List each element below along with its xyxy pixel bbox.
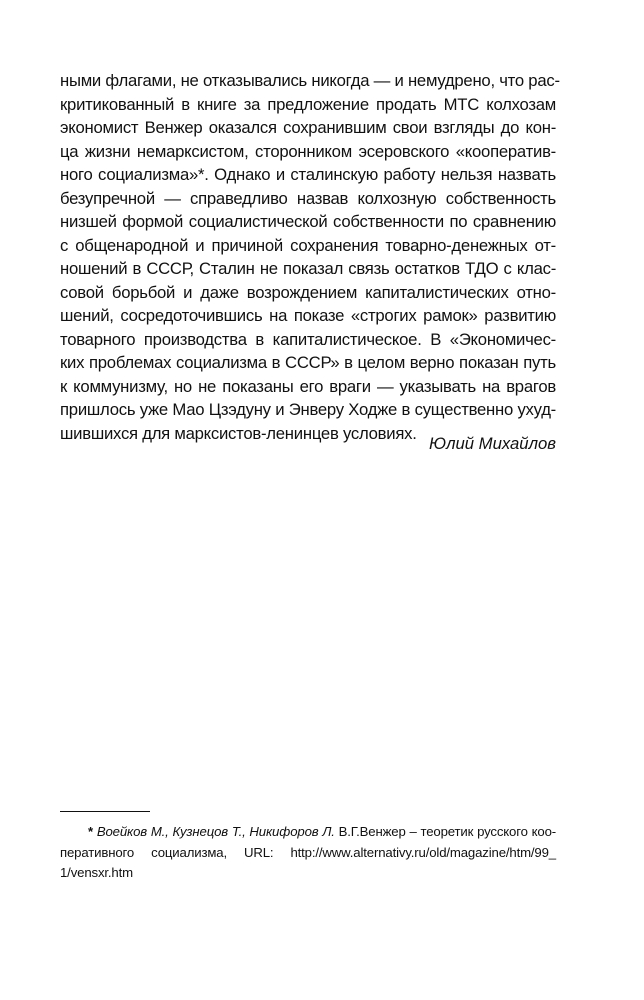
footnote-marker: * (88, 824, 93, 839)
paragraph-line: пришлось уже Мао Цзэдуну и Энверу Ходже в существенно ухуд- (60, 400, 556, 419)
footnote-url-tail[interactable]: 1/vensxr.htm (60, 865, 133, 880)
main-paragraph (60, 69, 560, 445)
footnote-authors: Воейков М., Кузнецов Т., Никифоров Л. (96, 824, 335, 839)
paragraph-line: ными флагами, не отказывались никогда — и немудрено, что рас- (60, 71, 560, 90)
paragraph-line: ношений в СССР, Сталин не показал связь остатков ТДО с клас- (60, 259, 556, 278)
author-signature: Юлий Михайлов (429, 434, 556, 453)
footnote-separator (60, 811, 150, 812)
paragraph-line: к коммунизму, но не показаны его враги — указывать на врагов (60, 376, 556, 396)
paragraph-line: критикованный в книге за предложение продать МТС колхозам (60, 94, 556, 114)
footnote-line (60, 822, 556, 843)
paragraph-line: ца жизни немарксистом, сторонником эсеровского «кооператив- (60, 141, 556, 161)
paragraph-line: с общенародной и причиной сохранения товарно-денежных от- (60, 235, 556, 255)
paragraph-line: низшей формой социалистической собственности по сравнению (60, 212, 556, 231)
paragraph-line: ного социализма»*. Однако и сталинскую работу нельзя назвать (60, 165, 556, 184)
paragraph-line: экономист Венжер оказался сохранившим свои взгляды до кон- (60, 118, 556, 137)
footnote (60, 822, 556, 884)
paragraph-line: безупречной — справедливо назвав колхозную собственность (60, 188, 556, 208)
paragraph-line: совой борьбой и даже возрождением капиталистических отно- (60, 282, 556, 302)
paragraph-line: товарного производства в капиталистическое. В «Экономичес- (60, 329, 556, 349)
paragraph-line: ких проблемах социализма в СССР» в целом верно показан путь (60, 353, 556, 372)
footnote-line: перативного социализма, URL: http://www.alternativy.ru/old/magazine/htm/99_ (60, 844, 556, 860)
paragraph-line: шившихся для марксистов-ленинцев условиях. (60, 423, 417, 443)
footnote-title: В.Г.Венжер – теоретик русского коо- (338, 824, 556, 839)
paragraph-line: шений, сосредоточившись на показе «строгих рамок» развитию (60, 306, 556, 325)
